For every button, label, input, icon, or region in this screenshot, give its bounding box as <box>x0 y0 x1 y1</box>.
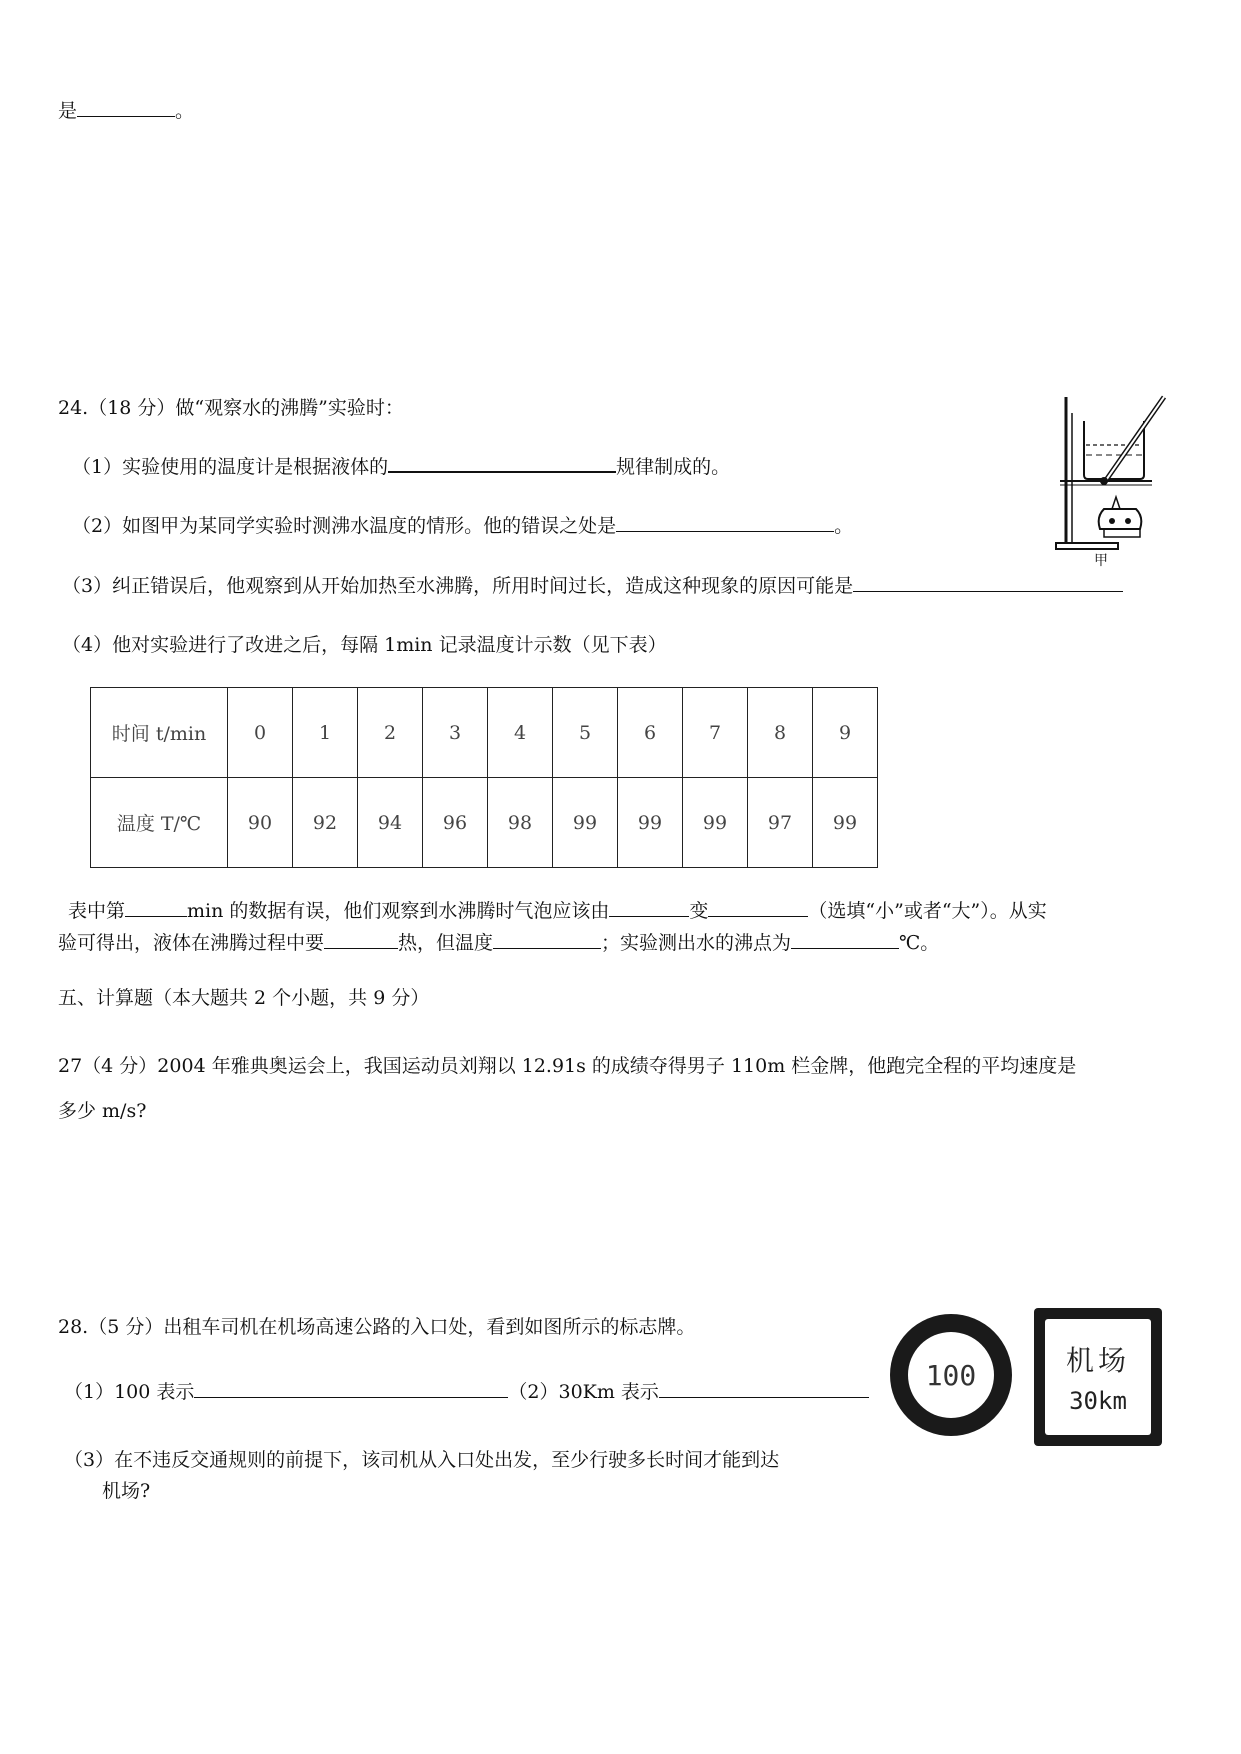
q28-title: 28.（5 分）出租车司机在机场高速公路的入口处，看到如图所示的标志牌。 <box>58 1316 696 1338</box>
q24-title: 24.（18 分）做“观察水的沸腾”实验时： <box>58 397 404 419</box>
top-fragment <box>58 96 194 125</box>
table-cell: 99 <box>813 778 878 868</box>
q24-part2-blank[interactable] <box>616 511 834 532</box>
q28-part3-line1: （3）在不违反交通规则的前提下，该司机从入口处出发，至少行驶多长时间才能到达 <box>64 1449 780 1471</box>
q24-after-text: 变 <box>689 900 709 922</box>
table-cell: 1 <box>293 688 358 778</box>
distance-sign-distance: 30km <box>1069 1387 1127 1415</box>
speed-limit-value: 100 <box>925 1358 977 1392</box>
answer-blank[interactable] <box>609 896 689 917</box>
q24-part1-prefix: （1）实验使用的温度计是根据液体的 <box>72 456 389 478</box>
q24-after-line1 <box>68 896 1047 925</box>
q28-part2-prefix: （2）30Km 表示 <box>508 1381 659 1403</box>
speed-limit-inner <box>908 1332 994 1418</box>
q24-after-text: 表中第 <box>68 900 126 922</box>
table-cell: 5 <box>553 688 618 778</box>
q24-part1 <box>72 451 730 481</box>
table-cell: 92 <box>293 778 358 868</box>
answer-blank[interactable] <box>708 896 808 917</box>
table-header-temp: 温度 T/℃ <box>91 778 228 868</box>
q24-after-text: ；实验测出水的沸点为 <box>601 932 792 954</box>
table-cell: 98 <box>488 778 553 868</box>
q24-part2-suffix: 。 <box>834 515 854 537</box>
answer-blank[interactable] <box>77 96 175 117</box>
boiling-apparatus-figure <box>1052 393 1170 561</box>
q24-part3-prefix: （3）纠正错误后，他观察到从开始加热至水沸腾，所用时间过长，造成这种现象的原因可能是 <box>62 575 854 597</box>
q24-after-text: ℃。 <box>899 932 940 954</box>
table-row <box>91 688 878 778</box>
table-cell: 2 <box>358 688 423 778</box>
table-cell: 94 <box>358 778 423 868</box>
table-cell: 9 <box>813 688 878 778</box>
table-cell: 97 <box>748 778 813 868</box>
table-row <box>91 778 878 868</box>
q28-part3-line2: 机场? <box>102 1480 151 1502</box>
q24-part4: （4）他对实验进行了改进之后，每隔 1min 记录温度计示数（见下表） <box>62 634 667 656</box>
distance-sign-inner <box>1045 1319 1151 1435</box>
q24-part2 <box>72 511 853 540</box>
speed-limit-sign <box>890 1314 1012 1436</box>
q24-after-line2 <box>58 928 939 957</box>
distance-sign <box>1034 1308 1162 1446</box>
table-cell: 7 <box>683 688 748 778</box>
q24-after-text: min 的数据有误，他们观察到水沸腾时气泡应该由 <box>187 900 610 922</box>
q24-after-text: 热，但温度 <box>398 932 494 954</box>
table-cell: 4 <box>488 688 553 778</box>
table-cell: 8 <box>748 688 813 778</box>
q28-part1-prefix: （1）100 表示 <box>64 1381 195 1403</box>
table-cell: 3 <box>423 688 488 778</box>
q27-line2: 多少 m/s? <box>58 1100 147 1122</box>
table-cell: 0 <box>228 688 293 778</box>
answer-blank[interactable] <box>791 928 899 949</box>
q28-part2-blank[interactable] <box>659 1377 869 1398</box>
table-cell: 90 <box>228 778 293 868</box>
q24-part3-blank[interactable] <box>853 571 1123 592</box>
temperature-table <box>90 687 878 868</box>
table-header-time: 时间 t/min <box>91 688 228 778</box>
section-five-title: 五、计算题（本大题共 2 个小题，共 9 分） <box>58 987 430 1009</box>
answer-blank[interactable] <box>493 928 601 949</box>
table-cell: 99 <box>553 778 618 868</box>
q28-part1-and-2 <box>64 1377 869 1406</box>
table-cell: 99 <box>618 778 683 868</box>
q24-part3 <box>62 571 1123 600</box>
q28-part1-blank[interactable] <box>194 1377 508 1398</box>
table-cell: 6 <box>618 688 683 778</box>
figure-label: 甲 <box>1094 553 1108 569</box>
answer-blank[interactable] <box>324 928 398 949</box>
q24-after-text: （选填“小”或者“大”）。从实 <box>808 900 1047 922</box>
top-fragment-prefix: 是 <box>58 100 78 122</box>
top-fragment-suffix: 。 <box>175 100 195 122</box>
table-cell: 99 <box>683 778 748 868</box>
table-cell: 96 <box>423 778 488 868</box>
q24-part1-blank[interactable] <box>388 451 616 473</box>
answer-blank[interactable] <box>125 896 187 917</box>
q27-line1: 27（4 分）2004 年雅典奥运会上，我国运动员刘翔以 12.91s 的成绩夺得男子 110m 栏金牌，他跑完全程的平均速度是 <box>58 1055 1077 1077</box>
q24-part2-prefix: （2）如图甲为某同学实验时测沸水温度的情形。他的错误之处是 <box>72 515 617 537</box>
q24-after-text: 验可得出，液体在沸腾过程中要 <box>58 932 325 954</box>
distance-sign-place: 机场 <box>1065 1344 1130 1377</box>
q24-part1-suffix: 规律制成的。 <box>616 456 731 478</box>
